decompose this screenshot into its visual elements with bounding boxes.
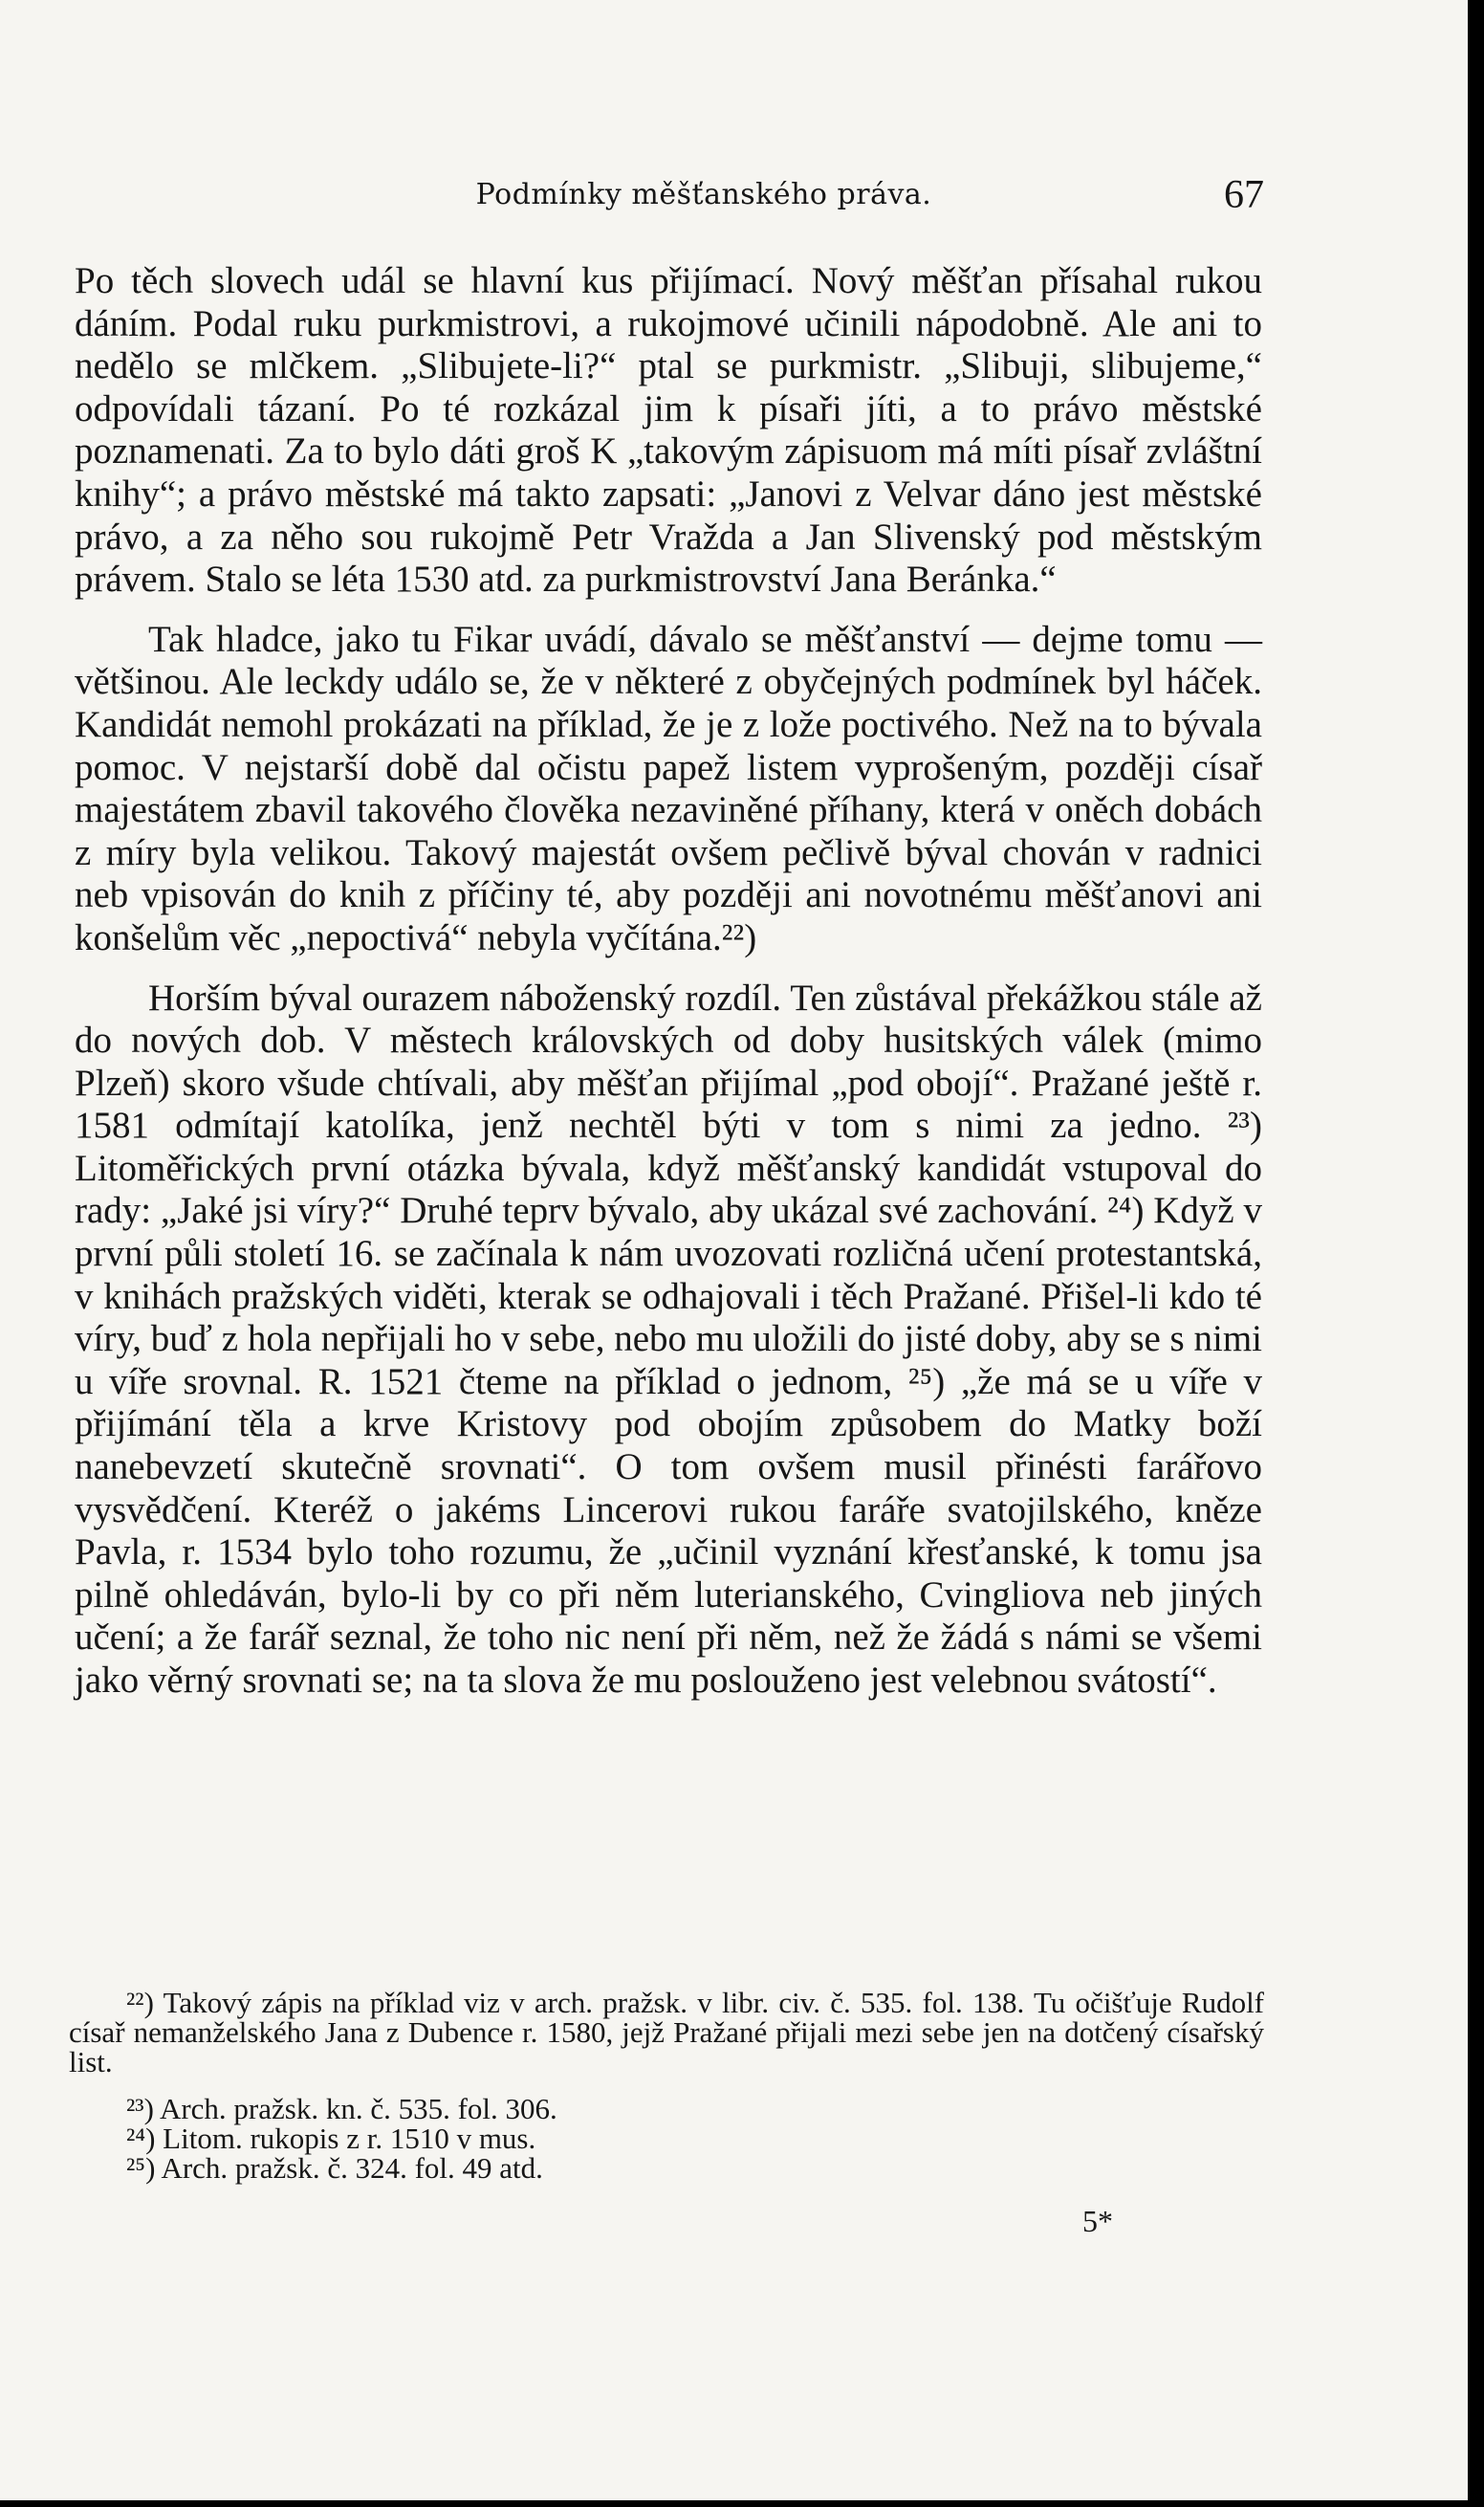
signature-mark: 5* — [1082, 2204, 1113, 2238]
paragraph-2: Tak hladce, jako tu Fikar uvádí, dávalo se měšťanství — dejme tomu — většinou. Ale leckdy událo se, že v některé z obyčejných podmínek byl háček. Kandidát nemohl prokázati na příklad, že je z lože poctivého. Než na to bývala pomoc. V nejstarší době dal očistu papež listem vyprošeným, později císař majestátem zbavil takového člověka nezaviněné příhany, která v oněch dobách z míry byla velikou. Takový majestát ovšem pečlivě býval chován v radnici neb vpisován do knih z příčiny té, aby později ani novotnému měšťanovi ani konšelům věc „nepoctivá“ nebyla vyčítána.²²) — [75, 618, 1262, 958]
paragraph-1: Po těch slovech udál se hlavní kus přijímací. Nový měšťan přísahal rukou dáním. Podal ruku purkmistrovi, a rukojmové učinili nápodobně. Ale ani to nedělo se mlčkem. „Slibujete-li?“ ptal se purkmistr. „Slibuji, slibujeme,“ odpovídali tázaní. Po té rozkázal jim k písaři jíti, a to právo městské poznamenati. Za to bylo dáti groš K „takovým zápisuom má míti písař zvláštní knihy“; a právo městské má takto zapsati: „Janovi z Velvar dáno jest městské právo, a za něho sou rukojmě Petr Vražda a Jan Slivenský pod městským právem. Stalo se léta 1530 atd. za purkmistrovství Jana Beránka.“ — [75, 260, 1262, 601]
footnote-24: ²⁴) Litom. rukopis z r. 1510 v mus. — [126, 2122, 536, 2155]
paragraph-3: Horším býval ourazem náboženský rozdíl. Ten zůstával překážkou stále až do nových dob. V městech královských od doby husitských válek (mimo Plzeň) skoro všude chtívali, aby měšťan přijímal „pod obojí“. Pražané ještě r. 1581 odmítají katolíka, jenž nechtěl býti v tom s nimi za jedno. ²³) Litoměřických první otázka bývala, když měšťanský kandidát vstupoval do rady: „Jaké jsi víry?“ Druhé teprv bývalo, aby ukázal své zachování. ²⁴) Když v první půli století 16. se začínala k nám uvozovati rozličná učení protestantská, v knihách pražských viděti, kterak se odhajovali i těch Pražané. Přišel-li kdo té víry, buď z hola nepřijali ho v sebe, nebo mu uložili do jisté doby, aby se s nimi u víře srovnal. R. 1521 čteme na příklad o jednom, ²⁵) „že má se u víře v přijímání těla a krve Kristovy pod obojím způsobem do Matky boží nanebevzetí skutečně srovnati“. O tom ovšem musil přinésti farářovo vysvědčení. Kteréž o jakéms Lincerovi rukou faráře svatojilského, kněze Pavla, r. 1534 bylo toho rozumu, že „učinil vyznání křesťanské, k tomu jsa pilně ohledáván, bylo-li by co při něm luterianského, Cvingliova neb jiných učení; a že farář seznal, že toho nic není při něm, než že žádá s námi se všemi jako věrný srovnati se; na ta slova že mu poslouženo jest velebnou svátostí“. — [75, 977, 1262, 1701]
footnotes — [69, 1988, 1264, 2183]
footnote-22: ²²) Takový zápis na příklad viz v arch. pražsk. v libr. civ. č. 535. fol. 138. Tu očišťuje Rudolf císař nemanželského Jana z Dubence r. 1580, jejž Pražané přijali mezi sebe jen na dotčený císařský list. — [69, 1986, 1264, 2078]
page-number: 67 — [1224, 173, 1264, 217]
footnote-25: ²⁵) Arch. pražsk. č. 324. fol. 49 atd. — [126, 2151, 543, 2185]
body-text — [75, 260, 1262, 1720]
page-header — [143, 172, 1264, 230]
running-title: Podmínky měšťanského práva. — [475, 178, 932, 211]
footnote-23: ²³) Arch. pražsk. kn. č. 535. fol. 306. — [126, 2092, 557, 2125]
